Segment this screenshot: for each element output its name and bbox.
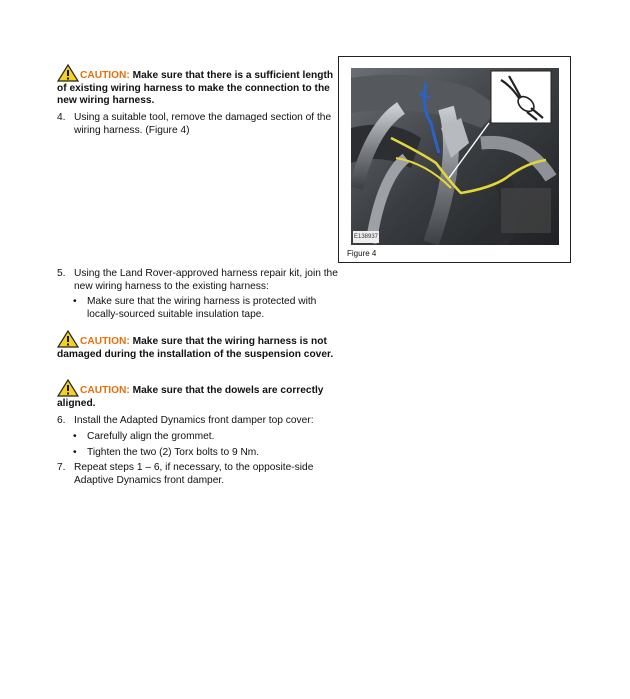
caution-label: CAUTION:	[80, 70, 130, 81]
figure-caption: Figure 4	[347, 249, 377, 258]
bullet-marker: •	[73, 296, 77, 307]
step-text: Repeat steps 1 – 6, if necessary, to the opposite-side Adaptive Dynamics front damper.	[74, 462, 314, 486]
caution-text	[57, 336, 342, 361]
list-item-text: Carefully align the grommet.	[87, 431, 215, 442]
step-number: 7.	[57, 462, 66, 473]
image-id: E138937	[353, 231, 379, 244]
step-5	[57, 268, 339, 293]
list-item	[73, 431, 343, 444]
caution-label: CAUTION:	[80, 385, 130, 396]
step-number: 5.	[57, 268, 66, 279]
caution-body: Make sure that there is a sufficient length of existing wiring harness to make the connection to the new wiring harness.	[57, 70, 334, 106]
step-6	[57, 415, 339, 428]
step-number: 6.	[57, 415, 66, 426]
caution-body: Make sure that the dowels are correctly aligned.	[57, 385, 324, 409]
step-text: Using the Land Rover-approved harness repair kit, join the new wiring harness to the existing harness:	[74, 268, 338, 292]
warning-triangle-icon	[57, 330, 79, 348]
figure-4	[338, 56, 571, 263]
caution-text	[57, 385, 342, 410]
caution-note-3	[57, 385, 342, 410]
caution-note-2	[57, 336, 342, 361]
list-item	[73, 447, 343, 460]
caution-label: CAUTION:	[80, 336, 130, 347]
wire-cutter-icon	[491, 71, 551, 123]
warning-triangle-icon	[57, 379, 79, 397]
step-number: 4.	[57, 112, 66, 123]
bullet-marker: •	[73, 447, 77, 458]
step-7	[57, 462, 339, 487]
list-item-text: Tighten the two (2) Torx bolts to 9 Nm.	[87, 447, 260, 458]
step-text: Using a suitable tool, remove the damaged section of the wiring harness. (Figure 4)	[74, 112, 332, 136]
caution-text	[57, 70, 342, 108]
caution-body: Make sure that the wiring harness is not damaged during the installation of the suspension cover.	[57, 336, 334, 360]
list-item-text: Make sure that the wiring harness is protected with locally-sourced suitable insulation tape.	[87, 296, 317, 320]
warning-triangle-icon	[57, 64, 79, 82]
bullet-marker: •	[73, 431, 77, 442]
step-text: Install the Adapted Dynamics front damper top cover:	[74, 415, 314, 426]
step-4	[57, 112, 339, 137]
caution-note-1	[57, 70, 342, 108]
list-item	[73, 296, 343, 321]
figure-photo	[351, 68, 559, 245]
